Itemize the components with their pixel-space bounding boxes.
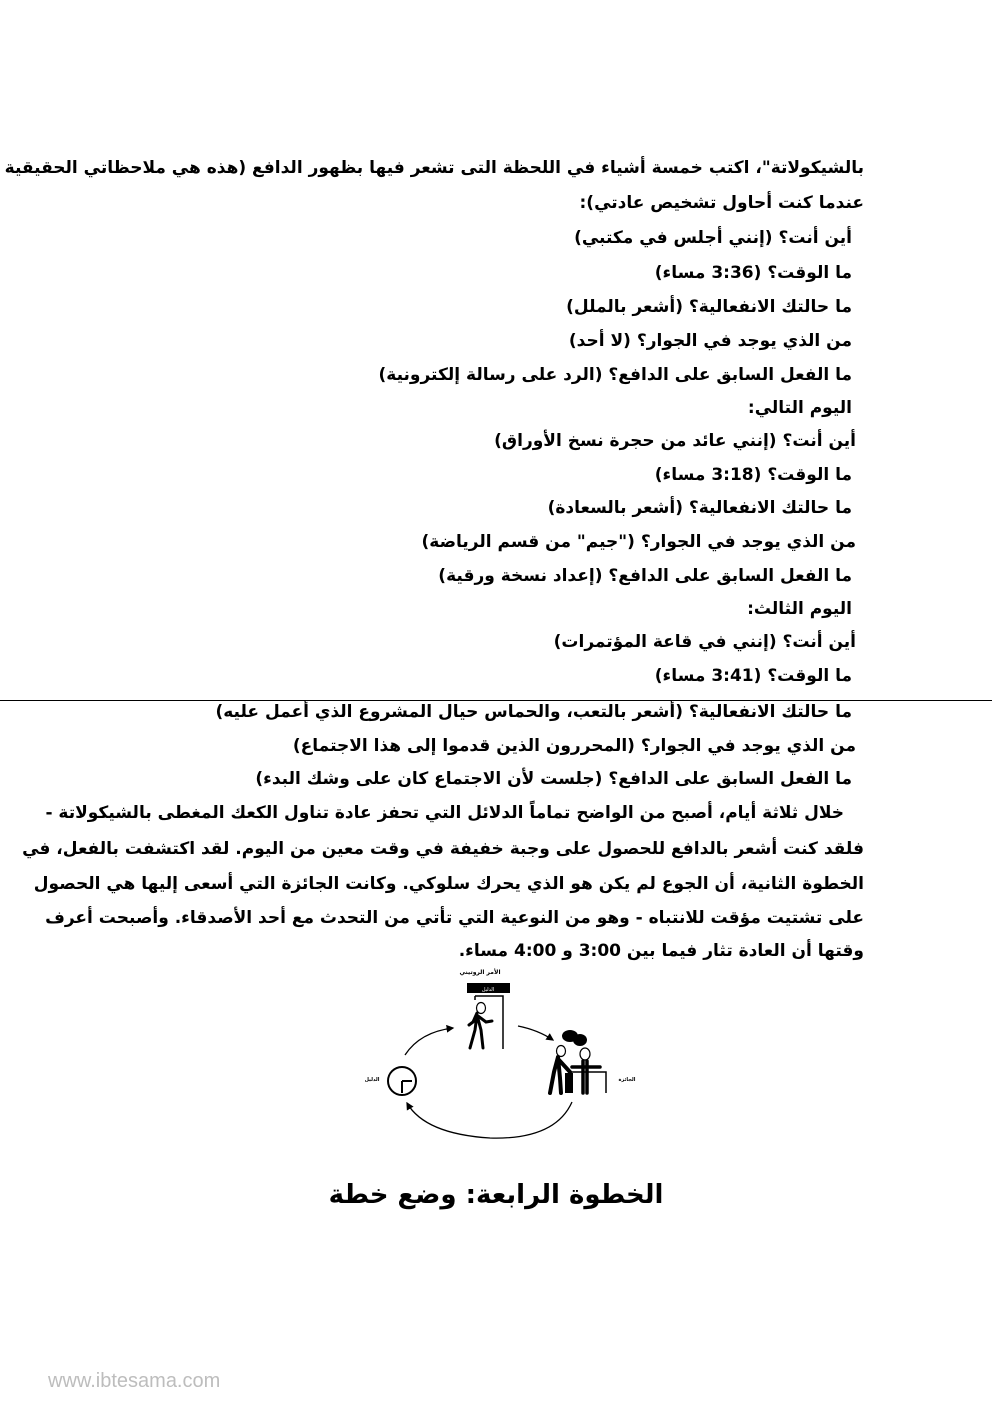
day1-who: من الذي يوجد في الجوار؟ (لا أحد) bbox=[568, 331, 852, 351]
arrow-routine-to-reward bbox=[518, 1026, 553, 1040]
day3-where: أين أنت؟ (إنني في قاعة المؤتمرات) bbox=[553, 632, 856, 652]
reward-label: الجائزة bbox=[618, 1077, 636, 1083]
day1-action: ما الفعل السابق على الدافع؟ (الرد على رسالة إلكترونية) bbox=[378, 365, 852, 385]
day1-emotion: ما حالتك الانفعالية؟ (أشعر بالملل) bbox=[566, 297, 852, 317]
conclusion-line-4: على تشتيت مؤقت للانتباه - وهو من النوعية التي تأتي من التحدث مع أحد الأصدقاء. وأصبحت أعرف bbox=[45, 908, 864, 928]
routine-label bbox=[459, 968, 500, 976]
conclusion-line-5: وقتها أن العادة تثار فيما بين 3:00 و 4:00 مساء. bbox=[458, 941, 864, 961]
conclusion-line-1: خلال ثلاثة أيام، أصبح من الواضح تماماً الدلائل التي تحفز عادة تناول الكعك المغطى بالشيكولاتة - bbox=[45, 803, 844, 823]
section-heading: الخطوة الرابعة: وضع خطة bbox=[328, 1180, 664, 1210]
day2-where: أين أنت؟ (إنني عائد من حجرة نسخ الأوراق) bbox=[494, 431, 856, 451]
people-chatting-icon bbox=[550, 1030, 606, 1093]
day2-label: اليوم التالي: bbox=[747, 398, 852, 418]
day2-time: ما الوقت؟ (3:18 مساء) bbox=[654, 465, 852, 485]
day3-label: اليوم الثالث: bbox=[747, 599, 852, 619]
svg-text:الأمر الروتيني: الأمر الروتيني bbox=[459, 969, 501, 976]
day1-time: ما الوقت؟ (3:36 مساء) bbox=[654, 263, 852, 283]
day2-action: ما الفعل السابق على الدافع؟ (إعداد نسخة ورقية) bbox=[438, 566, 852, 586]
day1-where: أين أنت؟ (إنني أجلس في مكتبي) bbox=[574, 228, 852, 248]
intro-line-1: بالشيكولاتة"، اكتب خمسة أشياء في اللحظة التى تشعر فيها بظهور الدافع (هذه هي ملاحظاتي الحقيقية bbox=[4, 158, 864, 178]
watermark-url: www.ibtesama.com bbox=[48, 1370, 221, 1392]
cue-label: الدليل bbox=[364, 1077, 380, 1083]
walking-person-icon bbox=[469, 1003, 492, 1049]
habit-loop-diagram bbox=[350, 960, 650, 1150]
svg-text:الدليل: الدليل bbox=[481, 987, 495, 993]
horizontal-rule bbox=[0, 700, 992, 701]
day3-emotion: ما حالتك الانفعالية؟ (أشعر بالتعب، والحماس حيال المشروع الذي أعمل عليه) bbox=[215, 702, 852, 722]
body-text bbox=[4, 0, 864, 961]
day3-time: ما الوقت؟ (3:41 مساء) bbox=[654, 666, 852, 686]
day2-emotion: ما حالتك الانفعالية؟ (أشعر بالسعادة) bbox=[547, 498, 852, 518]
clock-icon bbox=[388, 1067, 416, 1095]
intro-line-2: عندما كنت أحاول تشخيص عادتي): bbox=[579, 193, 864, 213]
conclusion-line-2: فلقد كنت أشعر بالدافع للحصول على وجبة خفيفة في وقت معين من اليوم. لقد اكتشفت بالفعل، في bbox=[22, 839, 864, 859]
day3-action: ما الفعل السابق على الدافع؟ (جلست لأن الاجتماع كان على وشك البدء) bbox=[255, 769, 852, 789]
day3-who: من الذي يوجد في الجوار؟ (المحررون الذين قدموا إلى هذا الاجتماع) bbox=[292, 736, 856, 756]
day2-who: من الذي يوجد في الجوار؟ ("جيم" من قسم الرياضة) bbox=[421, 532, 856, 552]
conclusion-line-3: الخطوة الثانية، أن الجوع لم يكن هو الذي يحرك سلوكي. وكانت الجائزة التي أسعى إليها هي الحصول bbox=[33, 874, 864, 894]
arrow-reward-to-cue bbox=[407, 1102, 572, 1138]
arrow-cue-to-routine bbox=[405, 1028, 453, 1055]
